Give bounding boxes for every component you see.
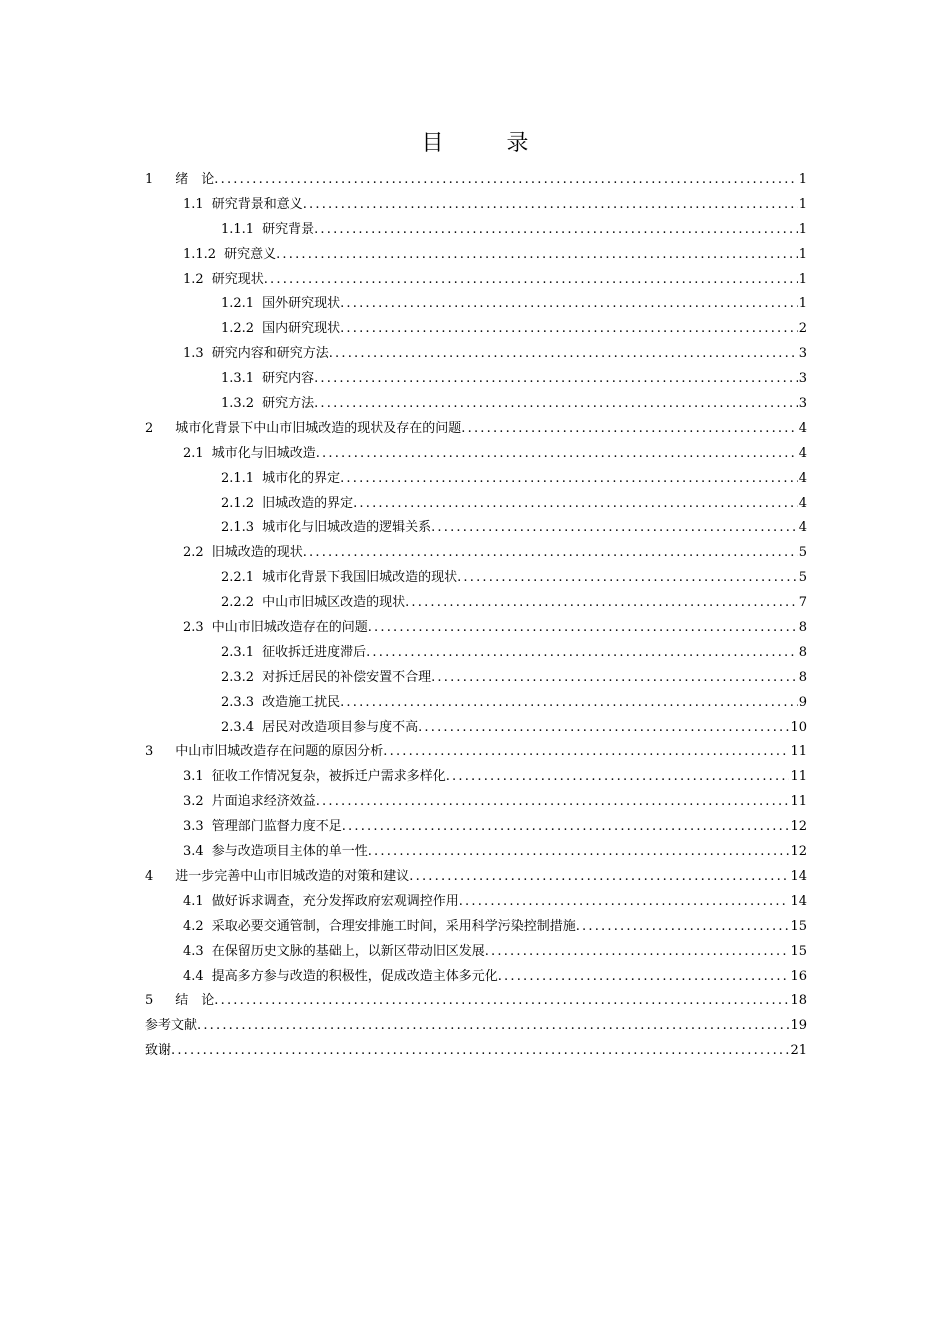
toc-entry[interactable] [145, 790, 807, 815]
dot-leader [459, 890, 790, 915]
toc-entry-number: 4.3 [183, 943, 204, 959]
toc-entry[interactable] [145, 218, 807, 243]
toc-entry-number: 2.3.3 [221, 694, 255, 710]
dot-leader [342, 815, 790, 840]
toc-entry[interactable] [145, 965, 807, 990]
toc-entry-number: 1.3.1 [221, 371, 255, 387]
dot-leader [366, 641, 798, 666]
toc-entry-number: 3 [145, 744, 154, 760]
dot-leader [314, 218, 798, 243]
toc-entry-title: 旧城改造的现状 [211, 545, 303, 561]
toc-entry[interactable] [145, 317, 807, 342]
page-title: 目 录 [421, 131, 557, 156]
toc-entry-title: 研究背景 [262, 221, 315, 237]
toc-entry[interactable] [145, 840, 807, 865]
toc-entry[interactable] [145, 467, 807, 492]
dot-leader [171, 1039, 789, 1064]
toc-entry-number: 2.3 [183, 620, 204, 636]
toc-entry-page: 8 [798, 644, 807, 660]
toc-entry-page: 14 [790, 893, 807, 909]
toc-entry-page: 4 [798, 445, 807, 461]
toc-entry-number: 4.1 [183, 893, 204, 909]
toc-entry-number: 2 [145, 420, 154, 436]
toc-entry-title: 中山市旧城区改造的现状 [262, 595, 406, 611]
toc-entry-page: 10 [790, 719, 807, 735]
toc-entry-page: 15 [790, 918, 807, 934]
toc-entry-number: 2.3.4 [221, 719, 255, 735]
toc-entry-page: 21 [790, 1043, 807, 1059]
toc-entry[interactable] [145, 616, 807, 641]
toc-entry-number: 4 [145, 868, 154, 884]
toc-entry-number: 1.2 [183, 271, 204, 287]
toc-entry-title: 研究方法 [262, 396, 315, 412]
toc-entry-page: 19 [790, 1018, 807, 1034]
toc-entry[interactable] [145, 392, 807, 417]
toc-entry-title: 采取必要交通管制，合理安排施工时间，采用科学污染控制措施 [211, 918, 576, 934]
toc-entry[interactable] [145, 566, 807, 591]
toc-entry-number: 5 [145, 993, 154, 1009]
toc-entry-number: 2.3.2 [221, 669, 255, 685]
dot-leader [461, 417, 797, 442]
toc-entry[interactable] [145, 243, 807, 268]
toc-entry-page: 18 [790, 993, 807, 1009]
toc-entry-title: 征收工作情况复杂，被拆迁户需求多样化 [211, 769, 446, 785]
dot-leader [485, 940, 790, 965]
toc-entry-page: 1 [798, 172, 807, 187]
dot-leader [214, 168, 797, 193]
dot-leader [316, 790, 790, 815]
toc-entry-page: 4 [798, 420, 807, 436]
toc-entry-number: 4.2 [183, 918, 204, 934]
toc-entry-page: 5 [798, 570, 807, 586]
toc-entry-number: 2.2.2 [221, 595, 255, 611]
toc-entry-number: 1 [145, 172, 154, 187]
dot-leader [576, 915, 790, 940]
toc-entry-title: 旧城改造的界定 [262, 495, 354, 511]
toc-entry-page: 2 [798, 321, 807, 337]
dot-leader [418, 716, 789, 741]
toc-entry-number: 1.1 [183, 196, 204, 212]
toc-entry-number: 1.1.2 [183, 246, 217, 262]
toc-entry-title: 致谢 [145, 1043, 172, 1059]
dot-leader [314, 392, 798, 417]
toc-entry-page: 12 [790, 819, 807, 835]
toc-entry-title: 国内研究现状 [262, 321, 341, 337]
toc-entry[interactable] [145, 193, 807, 218]
dot-leader [276, 243, 798, 268]
toc-entry-page: 1 [798, 296, 807, 312]
dot-leader [431, 666, 798, 691]
toc-entry-title: 居民对改造项目参与度不高 [262, 719, 419, 735]
toc-entry-page: 11 [790, 744, 807, 760]
toc-entry-number: 2.2.1 [221, 570, 255, 586]
toc-entry-number: 4.4 [183, 968, 204, 984]
toc-entry[interactable] [145, 541, 807, 566]
toc-entry-number: 2.1.3 [221, 520, 255, 536]
toc-entry-title: 在保留历史文脉的基础上，以新区带动旧区发展 [211, 943, 485, 959]
toc-entry-page: 4 [798, 470, 807, 486]
toc-entry-page: 11 [790, 769, 807, 785]
toc-entry-title: 提高多方参与改造的积极性，促成改造主体多元化 [211, 968, 498, 984]
toc-entry-page: 3 [798, 371, 807, 387]
toc-entry-title: 片面追求经济效益 [211, 794, 316, 810]
toc-entry-page: 7 [798, 595, 807, 611]
toc-entry-title: 研究现状 [211, 271, 264, 287]
toc-entry[interactable] [145, 890, 807, 915]
toc-entry-number: 3.3 [183, 819, 204, 835]
dot-leader [316, 442, 798, 467]
toc-entry-page: 12 [790, 844, 807, 860]
toc-entry-page: 1 [798, 221, 807, 237]
toc-entry-number: 2.2 [183, 545, 204, 561]
toc-entry[interactable] [145, 268, 807, 293]
dot-leader [214, 989, 789, 1014]
toc-entry[interactable] [145, 367, 807, 392]
toc-entry-title: 对拆迁居民的补偿安置不合理 [262, 669, 432, 685]
toc-entry[interactable] [145, 765, 807, 790]
toc-entry-page: 16 [790, 968, 807, 984]
toc-entry[interactable] [145, 292, 807, 317]
toc-entry-title: 绪 论 [175, 172, 215, 187]
dot-leader [264, 268, 798, 293]
toc-entry-number: 2.1 [183, 445, 204, 461]
toc-entry-title: 国外研究现状 [262, 296, 341, 312]
dot-leader [303, 193, 798, 218]
toc-entry[interactable] [145, 516, 807, 541]
toc-entry[interactable] [145, 442, 807, 467]
dot-leader [329, 342, 798, 367]
toc-entry-page: 3 [798, 396, 807, 412]
toc-entry[interactable] [145, 1039, 807, 1064]
toc-entry-page: 1 [798, 246, 807, 262]
toc-entry[interactable] [145, 716, 807, 741]
table-of-contents [145, 168, 807, 1064]
toc-entry-title: 城市化与旧城改造的逻辑关系 [262, 520, 432, 536]
toc-entry-number: 1.3.2 [221, 396, 255, 412]
dot-leader [353, 492, 798, 517]
toc-entry-number: 3.4 [183, 844, 204, 860]
dot-leader [446, 765, 790, 790]
toc-entry-page: 1 [798, 271, 807, 287]
toc-entry-page: 15 [790, 943, 807, 959]
dot-leader [368, 840, 790, 865]
toc-entry-number: 1.2.2 [221, 321, 255, 337]
toc-entry-title: 城市化背景下我国旧城改造的现状 [262, 570, 458, 586]
toc-entry-page: 3 [798, 346, 807, 362]
toc-entry[interactable] [145, 915, 807, 940]
toc-entry[interactable] [145, 989, 807, 1014]
toc-entry-title: 结 论 [175, 993, 215, 1009]
dot-leader [303, 541, 798, 566]
toc-entry-number: 2.1.1 [221, 470, 255, 486]
toc-entry-title: 研究内容 [262, 371, 315, 387]
toc-entry-number: 3.2 [183, 794, 204, 810]
toc-entry-title: 管理部门监督力度不足 [211, 819, 342, 835]
toc-entry-page: 9 [798, 694, 807, 710]
toc-entry-title: 城市化与旧城改造 [211, 445, 316, 461]
toc-entry-title: 城市化的界定 [262, 470, 341, 486]
toc-entry[interactable] [145, 740, 807, 765]
toc-entry-title: 征收拆迁进度滞后 [262, 644, 367, 660]
toc-entry-page: 11 [790, 794, 807, 810]
dot-leader [340, 292, 798, 317]
dot-leader [314, 367, 798, 392]
toc-entry[interactable] [145, 865, 807, 890]
toc-entry-page: 4 [798, 495, 807, 511]
toc-entry[interactable] [145, 940, 807, 965]
toc-entry-title: 做好诉求调查，充分发挥政府宏观调控作用 [211, 893, 459, 909]
toc-entry[interactable] [145, 342, 807, 367]
toc-entry-page: 8 [798, 620, 807, 636]
toc-entry-title: 研究背景和意义 [211, 196, 303, 212]
dot-leader [383, 740, 789, 765]
toc-entry-title: 参与改造项目主体的单一性 [211, 844, 368, 860]
dot-leader [197, 1014, 789, 1039]
dot-leader [457, 566, 798, 591]
toc-entry[interactable] [145, 168, 807, 193]
toc-entry[interactable] [145, 666, 807, 691]
toc-entry-page: 14 [790, 868, 807, 884]
toc-entry-title: 参考文献 [145, 1018, 198, 1034]
toc-entry[interactable] [145, 815, 807, 840]
toc-entry-number: 1.2.1 [221, 296, 255, 312]
toc-entry-page: 4 [798, 520, 807, 536]
toc-entry[interactable] [145, 492, 807, 517]
toc-entry-number: 1.3 [183, 346, 204, 362]
toc-entry-number: 1.1.1 [221, 221, 255, 237]
toc-entry[interactable] [145, 1014, 807, 1039]
toc-entry-page: 8 [798, 669, 807, 685]
toc-entry-title: 研究内容和研究方法 [211, 346, 329, 362]
toc-entry-number: 2.3.1 [221, 644, 255, 660]
toc-entry[interactable] [145, 417, 807, 442]
dot-leader [409, 865, 789, 890]
toc-entry-page: 5 [798, 545, 807, 561]
dot-leader [405, 591, 798, 616]
toc-entry-title: 改造施工扰民 [262, 694, 341, 710]
toc-entry[interactable] [145, 591, 807, 616]
toc-entry[interactable] [145, 691, 807, 716]
toc-entry-title: 进一步完善中山市旧城改造的对策和建议 [175, 868, 410, 884]
toc-entry-number: 3.1 [183, 769, 204, 785]
dot-leader [498, 965, 790, 990]
dot-leader [340, 467, 798, 492]
toc-entry[interactable] [145, 641, 807, 666]
dot-leader [340, 691, 798, 716]
dot-leader [368, 616, 798, 641]
dot-leader [340, 317, 798, 342]
toc-entry-title: 中山市旧城改造存在的问题 [211, 620, 368, 636]
toc-entry-number: 2.1.2 [221, 495, 255, 511]
toc-entry-title: 城市化背景下中山市旧城改造的现状及存在的问题 [175, 420, 462, 436]
dot-leader [431, 516, 798, 541]
toc-entry-title: 中山市旧城改造存在问题的原因分析 [175, 744, 384, 760]
toc-entry-title: 研究意义 [224, 246, 277, 262]
toc-entry-page: 1 [798, 196, 807, 212]
